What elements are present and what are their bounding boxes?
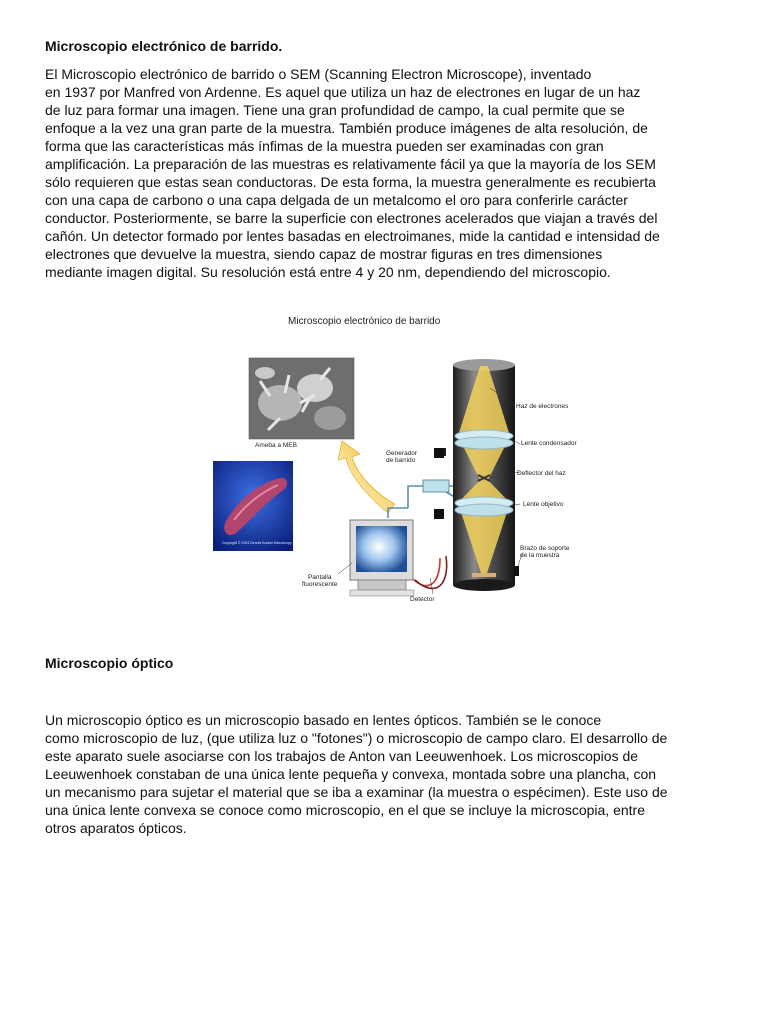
text-line: una única lente convexa se conoce como microscopio, en el que se incluye la microscopia, entre bbox=[45, 802, 645, 818]
text-line: cañón. Un detector formado por lentes basadas en electroimanes, mide la cantidad e intensidad de bbox=[45, 228, 660, 244]
sem-diagram-figure bbox=[210, 308, 560, 608]
text-line: Un microscopio óptico es un microscopio basado en lentes ópticos. También se le conoce bbox=[45, 712, 602, 728]
text-line: con una capa de carbono o una capa delgada de un metalcomo el oro para conferirle carácter bbox=[45, 192, 628, 208]
label-lente-condensador: Lente condensador bbox=[521, 440, 577, 447]
section-heading-sem: Microscopio electrónico de barrido. bbox=[45, 38, 283, 54]
text-line: mediante imagen digital. Su resolución está entre 4 y 20 nm, dependiendo del microscopio. bbox=[45, 264, 611, 280]
section-heading-optico: Microscopio óptico bbox=[45, 655, 174, 671]
label-detector: Detector bbox=[410, 596, 435, 603]
text-line: amplificación. La preparación de las muestras es relativamente fácil ya que la mayoría de los SEM bbox=[45, 156, 656, 172]
label-lente-objetivo: Lente objetivo bbox=[523, 501, 564, 508]
text-line: en 1937 por Manfred von Ardenne. Es aquel que utiliza un haz de electrones en lugar de un haz bbox=[45, 84, 641, 100]
text-line: sólo requieren que estas sean conductoras. De esta forma, la muestra generalmente es recubierta bbox=[45, 174, 656, 190]
sem-micrograph-image bbox=[249, 358, 354, 439]
label-copyright: Copyright © 2004 Dennis Kunkel Microscopy bbox=[222, 541, 292, 545]
section-paragraph-sem bbox=[45, 65, 660, 281]
text-line: Leeuwenhoek constaban de una única lente pequeña y convexa, montada sobre una plancha, con bbox=[45, 766, 657, 782]
section-paragraph-optico bbox=[45, 711, 668, 837]
figure-title: Microscopio electrónico de barrido bbox=[288, 316, 441, 327]
text-line: otros aparatos ópticos. bbox=[45, 820, 187, 836]
text-line: El Microscopio electrónico de barrido o SEM (Scanning Electron Microscope), inventado bbox=[45, 66, 592, 82]
text-line: conductor. Posteriormente, se barre la superficie con electrones acelerados que viajan a través del bbox=[45, 210, 658, 226]
text-line: electrones que devuelve la muestra, siendo capaz de mostrar figuras en tres dimensiones bbox=[45, 246, 603, 262]
label-haz-electrones: Haz de electrones bbox=[516, 403, 569, 410]
bacterium-image bbox=[213, 461, 293, 551]
text-line: de luz para formar una imagen. Tiene una gran profundidad de campo, la cual permite que se bbox=[45, 102, 625, 118]
label-deflector: Deflector del haz bbox=[517, 470, 566, 477]
label-pantalla: Pantalla fluorescente bbox=[302, 574, 338, 588]
label-generador: Generador de barrido bbox=[386, 450, 418, 464]
text-line: un mecanismo para sujetar el material que se iba a examinar (la muestra o espécimen). Este uso de bbox=[45, 784, 668, 800]
text-line: como microscopio de luz, (que utiliza luz o "fotones") o microscopio de campo claro. El desarrollo de bbox=[45, 730, 668, 746]
text-line: forma que las características más ínfimas de la muestra pueden ser examinadas con gran bbox=[45, 138, 604, 154]
text-line: este aparato suele asociarse con los trabajos de Anton van Leeuwenhoek. Los microscopios de bbox=[45, 748, 639, 764]
label-brazo-soporte: Brazo de soporte de la muestra bbox=[520, 545, 570, 559]
label-ameba: Ameba a MEB bbox=[255, 442, 297, 449]
text-line: enfoque a la vez una gran parte de la muestra. También produce imágenes de alta resolución, de bbox=[45, 120, 648, 136]
fluorescent-screen-monitor bbox=[350, 520, 414, 596]
